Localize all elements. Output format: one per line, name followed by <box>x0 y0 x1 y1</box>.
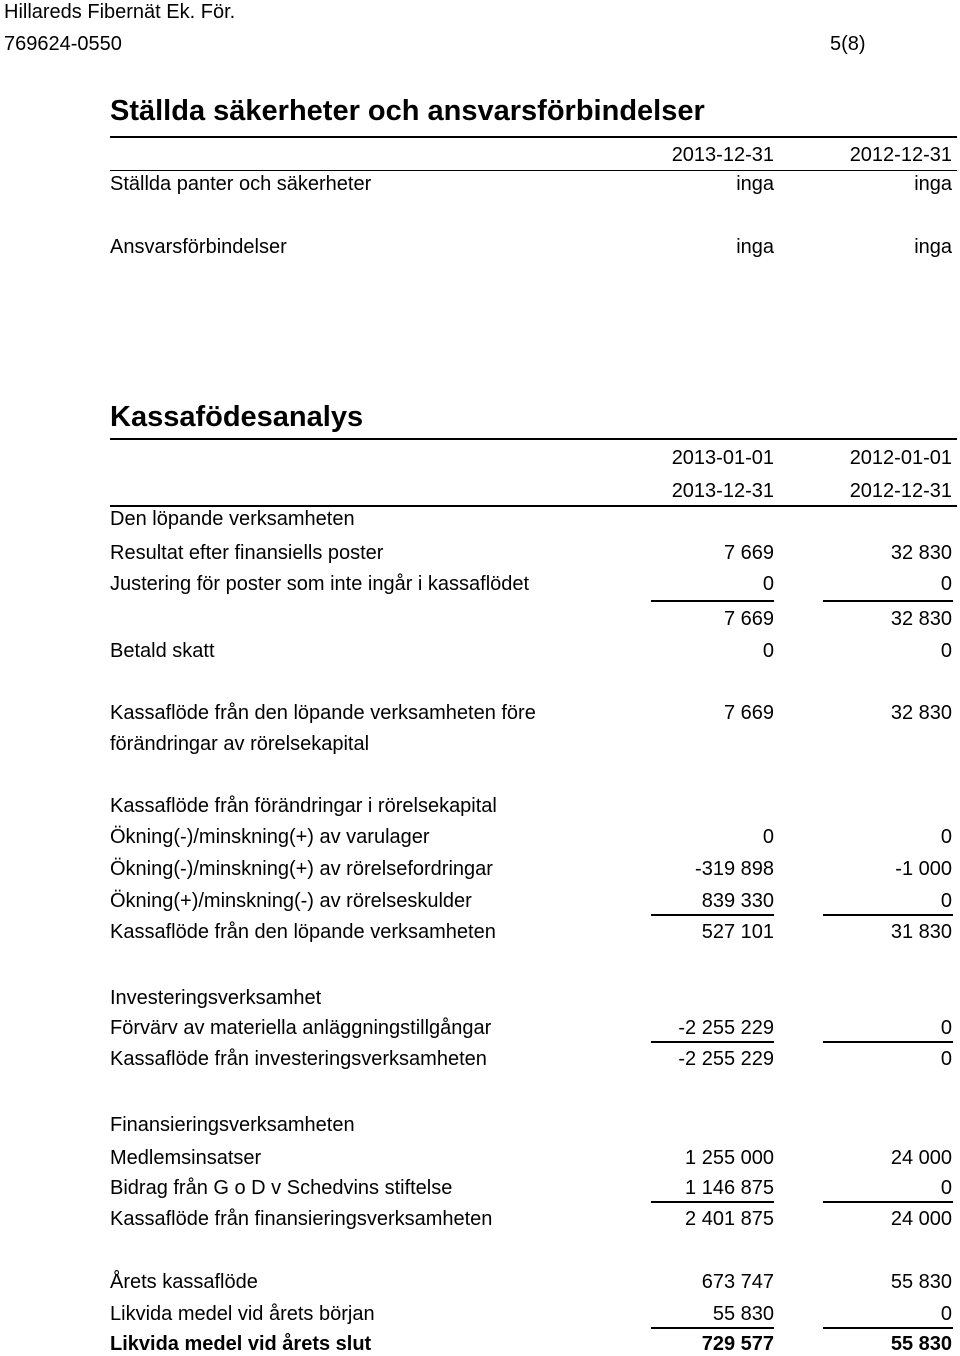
cashflow-title-rule <box>110 438 957 440</box>
before-wc-label-line1: Kassaflöde från den löpande verksamheten före <box>110 702 536 724</box>
member-deposits-label: Medlemsinsatser <box>110 1147 262 1169</box>
year-cashflow-2012: 55 830 <box>890 1271 952 1293</box>
operating-total-rule-2013 <box>651 914 774 916</box>
receivables-2012: -1 000 <box>895 858 952 880</box>
acquisition-2012: 0 <box>940 1017 952 1039</box>
cash-start-2012: 0 <box>940 1303 952 1325</box>
contingent-row-label: Ansvarsförbindelser <box>110 236 287 258</box>
operating-total-2012: 31 830 <box>890 921 952 943</box>
subtotal-rule-2012 <box>823 600 953 602</box>
member-deposits-2013: 1 255 000 <box>685 1147 774 1169</box>
org-number: 769624-0550 <box>4 33 122 55</box>
company-name: Hillareds Fibernät Ek. För. <box>4 1 236 23</box>
cash-end-2012: 55 830 <box>890 1333 952 1355</box>
pledges-col2-date: 2012-12-31 <box>849 144 952 166</box>
grant-2013: 1 146 875 <box>685 1177 774 1199</box>
subtotal-2012: 32 830 <box>890 608 952 630</box>
tax-paid-2012: 0 <box>940 640 952 662</box>
receivables-2013: -319 898 <box>695 858 774 880</box>
tax-paid-2013: 0 <box>762 640 774 662</box>
financing-total-2012: 24 000 <box>890 1208 952 1230</box>
financing-heading: Finansieringsverksamheten <box>110 1114 355 1136</box>
tax-paid-label: Betald skatt <box>110 640 215 662</box>
cash-end-rule-2012 <box>823 1327 953 1329</box>
investing-total-rule-2013 <box>651 1041 774 1043</box>
cash-end-2013: 729 577 <box>701 1333 774 1355</box>
cash-end-rule-2013 <box>651 1327 774 1329</box>
investing-total-rule-2012 <box>823 1041 953 1043</box>
inventory-2012: 0 <box>940 826 952 848</box>
cash-end-label: Likvida medel vid årets slut <box>110 1333 372 1355</box>
cash-start-label: Likvida medel vid årets början <box>110 1303 375 1325</box>
before-wc-label-line2: förändringar av rörelsekapital <box>110 733 370 755</box>
before-wc-2012: 32 830 <box>890 702 952 724</box>
liabilities-label: Ökning(+)/minskning(-) av rörelseskulder <box>110 890 472 912</box>
subtotal-rule-2013 <box>651 600 774 602</box>
acquisition-2013: -2 255 229 <box>678 1017 774 1039</box>
pledges-title: Ställda säkerheter och ansvarsförbindelser <box>110 95 705 127</box>
contingent-row-value-2012: inga <box>914 236 952 258</box>
pledges-row-value-2012: inga <box>914 173 952 195</box>
result-after-financial-2013: 7 669 <box>723 542 774 564</box>
before-wc-2013: 7 669 <box>723 702 774 724</box>
cashflow-col1-from: 2013-01-01 <box>671 447 774 469</box>
liabilities-2012: 0 <box>940 890 952 912</box>
cashflow-col2-to: 2012-12-31 <box>849 480 952 502</box>
wc-heading: Kassaflöde från förändringar i rörelsekapital <box>110 795 497 817</box>
cashflow-col2-from: 2012-01-01 <box>849 447 952 469</box>
receivables-label: Ökning(-)/minskning(+) av rörelsefordringar <box>110 858 493 880</box>
year-cashflow-2013: 673 747 <box>701 1271 774 1293</box>
investing-heading: Investeringsverksamhet <box>110 987 322 1009</box>
pledges-col1-date: 2013-12-31 <box>671 144 774 166</box>
adjustment-2013: 0 <box>762 573 774 595</box>
financing-total-label: Kassaflöde från finansieringsverksamheten <box>110 1208 493 1230</box>
contingent-row-value-2013: inga <box>736 236 774 258</box>
investing-total-2012: 0 <box>940 1048 952 1070</box>
adjustment-label: Justering för poster som inte ingår i kassaflödet <box>110 573 530 595</box>
grant-2012: 0 <box>940 1177 952 1199</box>
grant-label: Bidrag från G o D v Schedvins stiftelse <box>110 1177 453 1199</box>
member-deposits-2012: 24 000 <box>890 1147 952 1169</box>
pledges-row-label: Ställda panter och säkerheter <box>110 173 372 195</box>
acquisition-label: Förvärv av materiella anläggningstillgångar <box>110 1017 492 1039</box>
operating-total-rule-2012 <box>823 914 953 916</box>
investing-total-2013: -2 255 229 <box>678 1048 774 1070</box>
financing-total-rule-2012 <box>823 1201 953 1203</box>
subtotal-2013: 7 669 <box>723 608 774 630</box>
investing-total-label: Kassaflöde från investeringsverksamheten <box>110 1048 487 1070</box>
result-after-financial-label: Resultat efter finansiells poster <box>110 542 384 564</box>
operating-heading: Den löpande verksamheten <box>110 508 355 530</box>
inventory-label: Ökning(-)/minskning(+) av varulager <box>110 826 430 848</box>
liabilities-2013: 839 330 <box>701 890 774 912</box>
inventory-2013: 0 <box>762 826 774 848</box>
adjustment-2012: 0 <box>940 573 952 595</box>
operating-total-label: Kassaflöde från den löpande verksamheten <box>110 921 496 943</box>
pledges-header-rule <box>110 170 957 171</box>
cash-start-2013: 55 830 <box>712 1303 774 1325</box>
cashflow-col1-to: 2013-12-31 <box>671 480 774 502</box>
pledges-row-value-2013: inga <box>736 173 774 195</box>
page-number: 5(8) <box>830 33 866 55</box>
financing-total-2013: 2 401 875 <box>685 1208 774 1230</box>
result-after-financial-2012: 32 830 <box>890 542 952 564</box>
financing-total-rule-2013 <box>651 1201 774 1203</box>
cashflow-title: Kassafödesanalys <box>110 401 364 433</box>
pledges-title-rule <box>110 136 957 138</box>
operating-total-2013: 527 101 <box>701 921 774 943</box>
year-cashflow-label: Årets kassaflöde <box>110 1271 258 1293</box>
